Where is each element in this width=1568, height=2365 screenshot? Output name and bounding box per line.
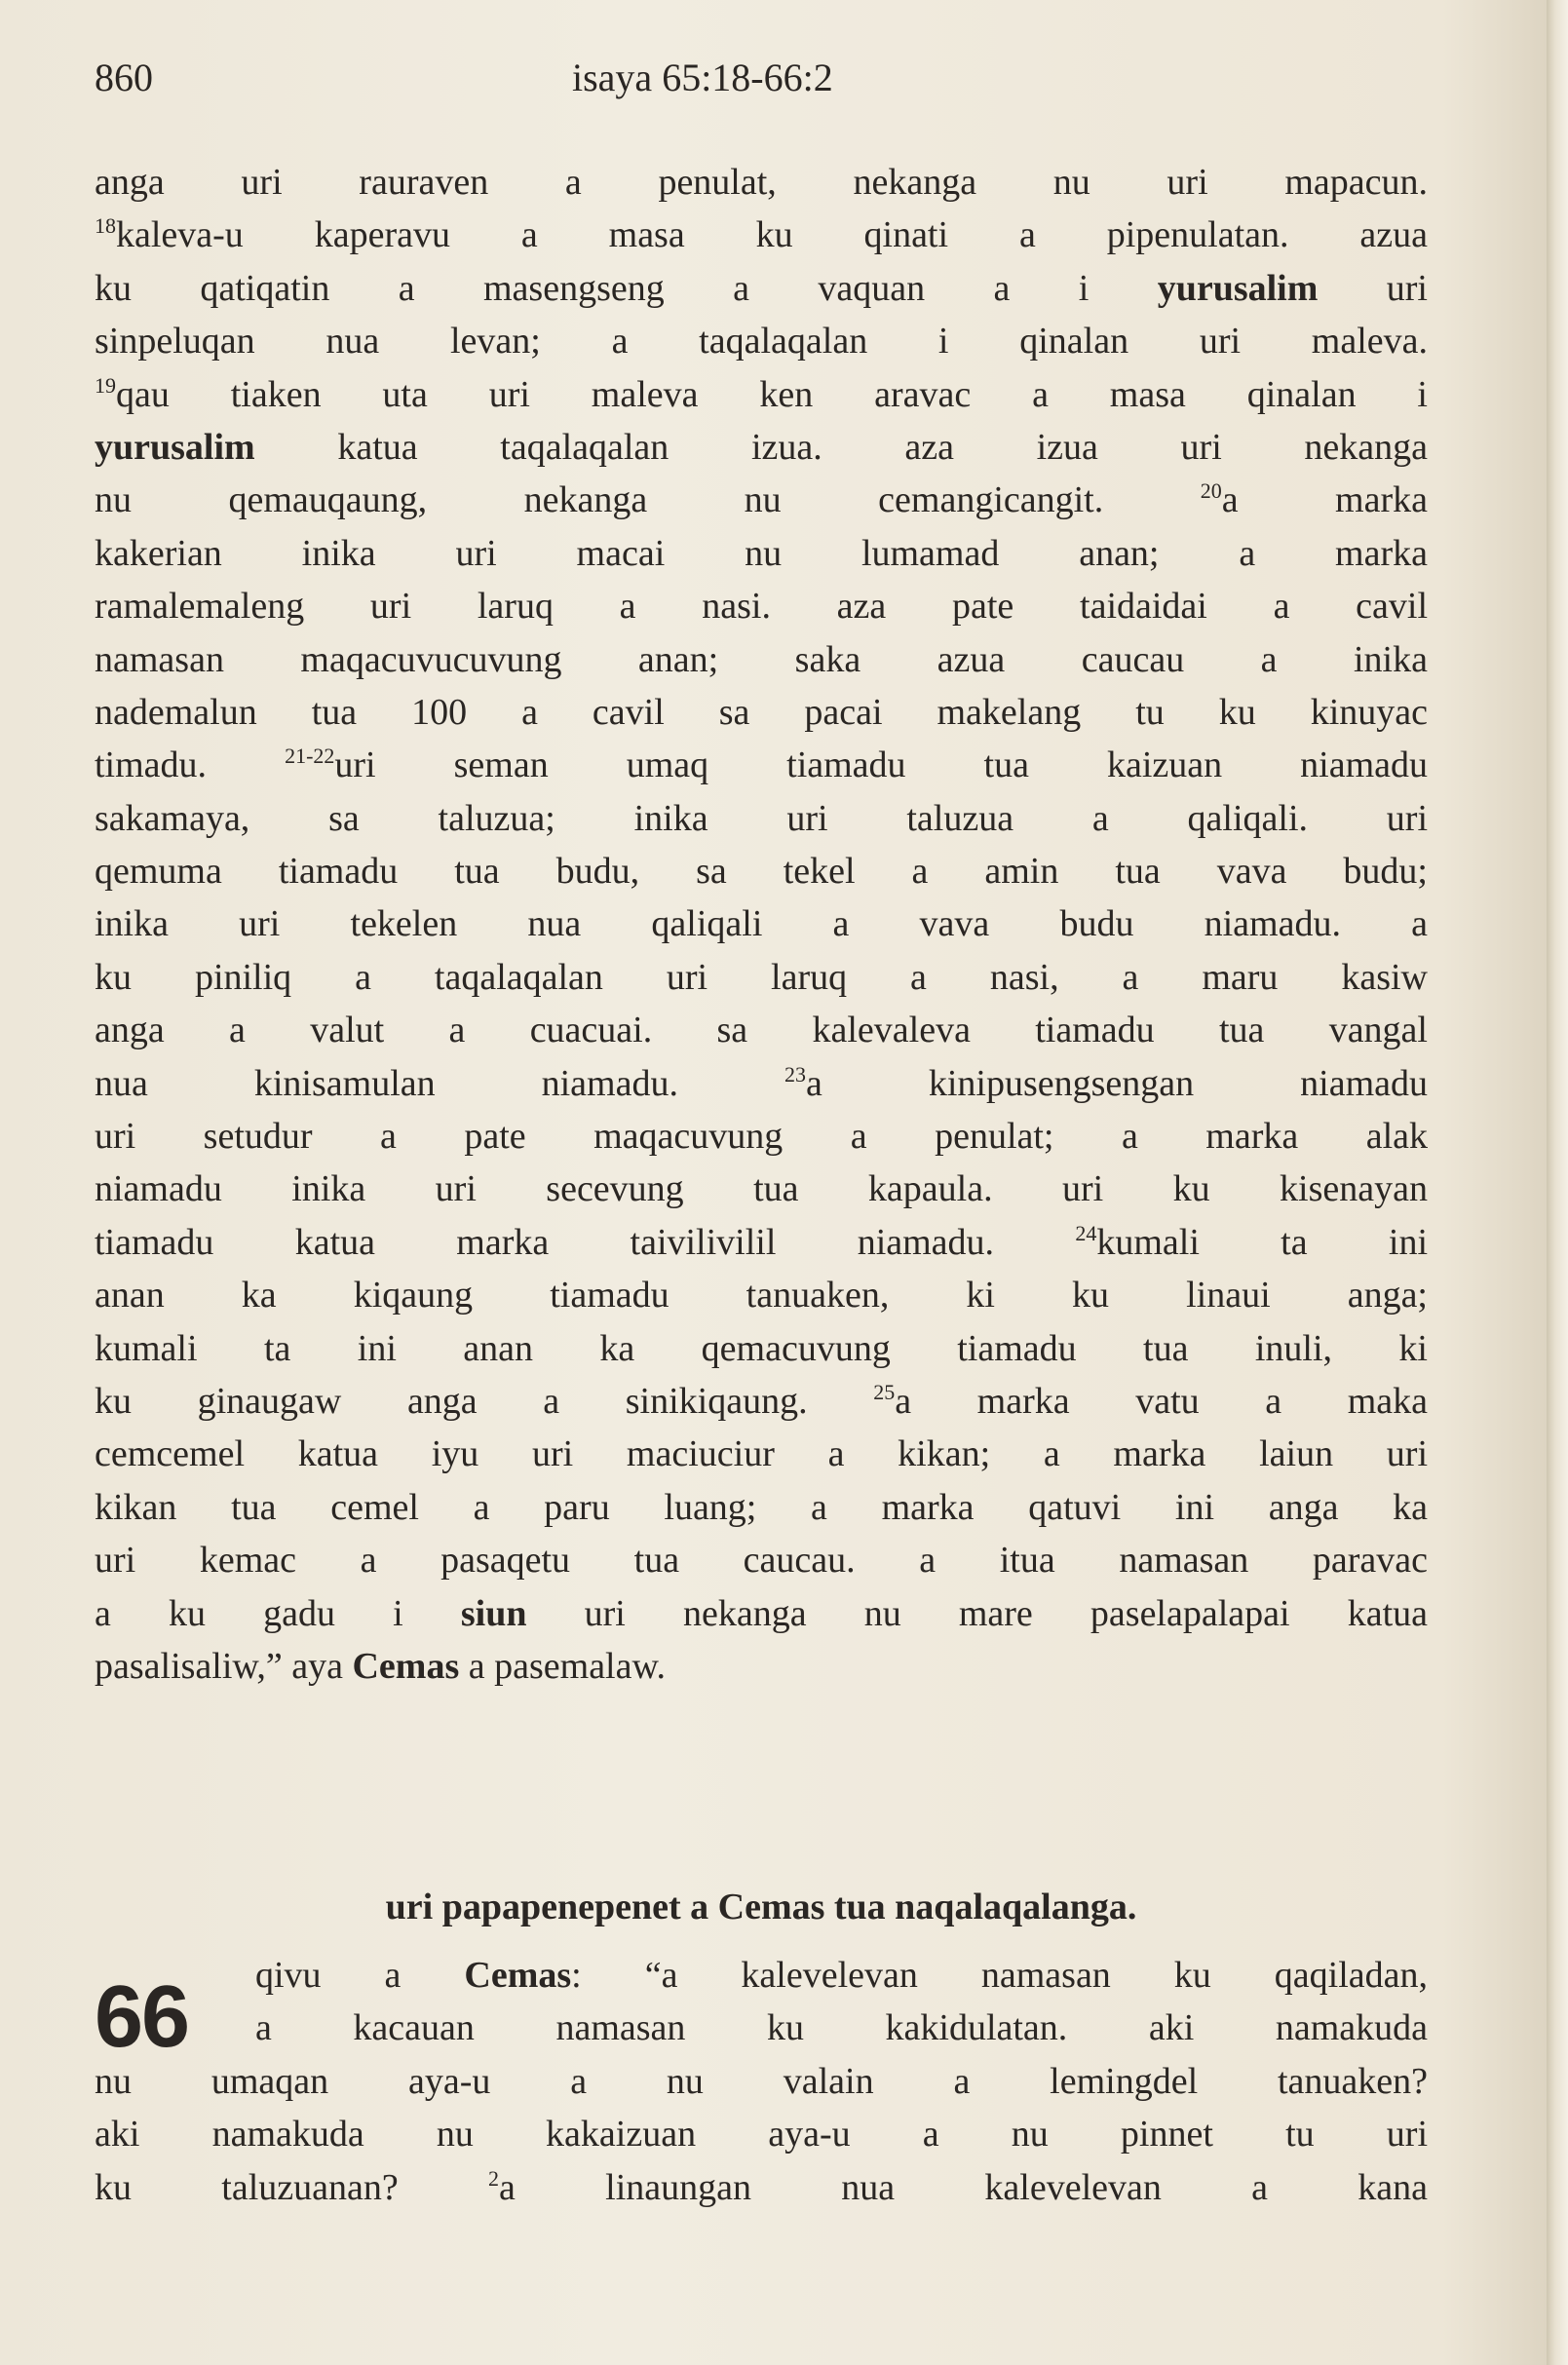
verse-number: 19	[95, 372, 116, 398]
text-line: anga uri rauraven a penulat, nekanga nu uri mapacun.	[95, 162, 1428, 203]
divine-name: Cemas	[352, 1645, 460, 1687]
verse-number: 24	[1075, 1220, 1097, 1245]
text-line: anan ka kiqaung tiamadu tanuaken, ki ku linaui anga;	[95, 1275, 1428, 1316]
text-line: kumali ta ini anan ka qemacuvung tiamadu tua inuli, ki	[95, 1327, 1428, 1369]
scripture-text	[95, 156, 1428, 1693]
text-line: namasan maqacuvucuvung anan; saka azua caucau a inika	[95, 638, 1428, 680]
text-line: qemuma tiamadu tua budu, sa tekel a amin tua vava budu;	[95, 851, 1428, 893]
text-line: a kacauan namasan ku kakidulatan. aki namakuda	[255, 2007, 1428, 2049]
page-number: 860	[95, 56, 153, 99]
text-line: cemcemel katua iyu uri maciuciur a kikan; a marka laiun uri	[95, 1433, 1428, 1475]
text-line: nu qemauqaung, nekanga nu cemangicangit. $^{20}$a marka	[95, 478, 1428, 521]
text-line: nu umaqan aya-u a nu valain a lemingdel tanuaken?	[95, 2060, 1428, 2102]
text-line: uri setudur a pate maqacuvung a penulat; a marka alak	[95, 1116, 1428, 1158]
text-line: niamadu inika uri secevung tua kapaula. uri ku kisenayan	[95, 1168, 1428, 1210]
place-name: yurusalim	[95, 426, 255, 468]
text-line: qivu a Cemas: “a kalevelevan namasan ku qaqiladan,	[255, 1955, 1428, 1996]
text-line: kakerian inika uri macai nu lumamad anan; a marka	[95, 532, 1428, 574]
chapter-number: 66	[95, 1968, 189, 2066]
text-line: timadu. $^{21-22}$uri seman umaq tiamadu tua kaizuan niamadu	[95, 744, 1428, 786]
text-line: $^{18}$kaleva-u kaperavu a masa ku qinati a pipenulatan. azua	[95, 213, 1428, 256]
text-line: sakamaya, sa taluzua; inika uri taluzua a qaliqali. uri	[95, 797, 1428, 839]
text-line: a ku gadu i siun uri nekanga nu mare paselapalapai katua	[95, 1592, 1428, 1634]
page-edge-shadow	[1547, 0, 1568, 2365]
place-name: siun	[460, 1592, 527, 1634]
verse-number: 25	[873, 1379, 896, 1404]
text-line: pasalisaliw,” aya Cemas a pasemalaw.	[95, 1645, 666, 1687]
text-line: inika uri tekelen nua qaliqali a vava budu niamadu. a	[95, 903, 1428, 945]
text-line: ku ginaugaw anga a sinikiqaung. $^{25}$a marka vatu a maka	[95, 1379, 1428, 1422]
text-line: nademalun tua 100 a cavil sa pacai makelang tu ku kinuyac	[95, 691, 1428, 733]
text-line: ramalemaleng uri laruq a nasi. aza pate taidaidai a cavil	[95, 586, 1428, 628]
text-line: tiamadu katua marka taivilivilil niamadu. $^{24}$kumali ta ini	[95, 1220, 1428, 1263]
text-line: ku taluzuanan? $^2$a linaungan nua kalevelevan a kana	[95, 2165, 1428, 2208]
running-title: isaya 65:18-66:2	[572, 56, 833, 99]
place-name: yurusalim	[1157, 267, 1319, 309]
text-line: yurusalim katua taqalaqalan izua. aza izua uri nekanga	[95, 426, 1428, 468]
text-line: kikan tua cemel a paru luang; a marka qatuvi ini anga ka	[95, 1486, 1428, 1528]
chapter-text	[95, 1949, 1428, 2214]
text-line: nua kinisamulan niamadu. $^{23}$a kinipusengsengan niamadu	[95, 1061, 1428, 1104]
text-line: ku piniliq a taqalaqalan uri laruq a nasi, a maru kasiw	[95, 956, 1428, 998]
verse-number: 2	[488, 2165, 500, 2191]
text-line: ku qatiqatin a masengseng a vaquan a i yurusalim uri	[95, 267, 1428, 309]
divine-name: Cemas	[464, 1955, 572, 1996]
page-header	[95, 49, 1430, 107]
section-heading: uri papapenepenet a Cemas tua naqalaqalanga.	[385, 1887, 1137, 1927]
verse-number: 20	[1200, 478, 1222, 504]
text-line: anga a valut a cuacuai. sa kalevaleva tiamadu tua vangal	[95, 1010, 1428, 1051]
text-line: uri kemac a pasaqetu tua caucau. a itua namasan paravac	[95, 1540, 1428, 1582]
text-line: aki namakuda nu kakaizuan aya-u a nu pinnet tu uri	[95, 2114, 1428, 2155]
verse-number: 18	[95, 213, 116, 239]
text-line: $^{19}$qau tiaken uta uri maleva ken aravac a masa qinalan i	[95, 372, 1428, 415]
verse-number: 21-22	[285, 744, 335, 769]
text-line: sinpeluqan nua levan; a taqalaqalan i qinalan uri maleva.	[95, 321, 1428, 362]
verse-number: 23	[784, 1061, 806, 1087]
